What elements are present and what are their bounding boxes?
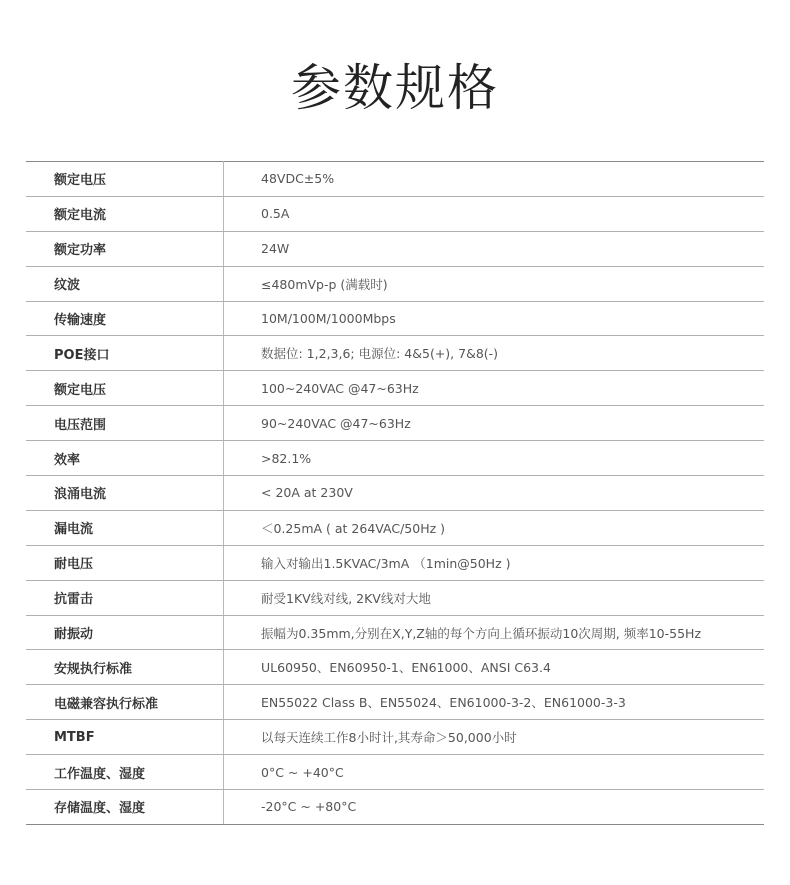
spec-label: 存储温度、湿度 <box>26 790 224 825</box>
table-row <box>26 406 764 441</box>
spec-label: 耐电压 <box>26 545 224 580</box>
table-row <box>26 301 764 336</box>
table-row <box>26 720 764 755</box>
spec-value: 0.5A <box>224 196 765 231</box>
spec-value: < 20A at 230V <box>224 476 765 511</box>
table-row <box>26 231 764 266</box>
table-row <box>26 266 764 301</box>
table-row <box>26 545 764 580</box>
spec-value: 耐受1KV线对线, 2KV线对大地 <box>224 580 765 615</box>
table-row <box>26 790 764 825</box>
spec-value: 24W <box>224 231 765 266</box>
spec-value: 以每天连续工作8小时计,其寿命＞50,000小时 <box>224 720 765 755</box>
spec-label: 工作温度、湿度 <box>26 755 224 790</box>
spec-label: 浪涌电流 <box>26 476 224 511</box>
spec-value: ≤480mVp-p (满载时) <box>224 266 765 301</box>
page-title: 参数规格 <box>291 59 499 117</box>
spec-value: ＜0.25mA ( at 264VAC/50Hz ) <box>224 510 765 545</box>
spec-label: 安规执行标准 <box>26 650 224 685</box>
spec-value: 振幅为0.35mm,分别在X,Y,Z轴的每个方向上循环振动10次周期, 频率10-55Hz <box>224 615 765 650</box>
table-row <box>26 510 764 545</box>
spec-label: 纹波 <box>26 266 224 301</box>
spec-label: 电压范围 <box>26 406 224 441</box>
spec-value: 90~240VAC @47~63Hz <box>224 406 765 441</box>
table-row <box>26 371 764 406</box>
spec-label: MTBF <box>26 720 224 755</box>
spec-label: 抗雷击 <box>26 580 224 615</box>
spec-value: 0°C ~ +40°C <box>224 755 765 790</box>
table-row <box>26 476 764 511</box>
table-row <box>26 650 764 685</box>
spec-value: >82.1% <box>224 441 765 476</box>
spec-value: -20°C ~ +80°C <box>224 790 765 825</box>
spec-label: 传输速度 <box>26 301 224 336</box>
table-row <box>26 580 764 615</box>
spec-value: 100~240VAC @47~63Hz <box>224 371 765 406</box>
spec-value: EN55022 Class B、EN55024、EN61000-3-2、EN61000-3-3 <box>224 685 765 720</box>
table-row <box>26 685 764 720</box>
spec-value: UL60950、EN60950-1、EN61000、ANSI C63.4 <box>224 650 765 685</box>
spec-value: 48VDC±5% <box>224 162 765 197</box>
spec-label: 效率 <box>26 441 224 476</box>
spec-label: 额定电流 <box>26 196 224 231</box>
spec-label: 电磁兼容执行标准 <box>26 685 224 720</box>
spec-label: 额定电压 <box>26 371 224 406</box>
spec-label: 耐振动 <box>26 615 224 650</box>
table-row <box>26 196 764 231</box>
spec-table <box>26 161 764 825</box>
spec-value: 输入对输出1.5KVAC/3mA （1min@50Hz ) <box>224 545 765 580</box>
table-row <box>26 162 764 197</box>
spec-label: POE接口 <box>26 336 224 371</box>
spec-label: 漏电流 <box>26 510 224 545</box>
table-row <box>26 441 764 476</box>
spec-value: 数据位: 1,2,3,6; 电源位: 4&5(+), 7&8(-) <box>224 336 765 371</box>
spec-label: 额定功率 <box>26 231 224 266</box>
table-row <box>26 336 764 371</box>
spec-value: 10M/100M/1000Mbps <box>224 301 765 336</box>
table-row <box>26 615 764 650</box>
table-row <box>26 755 764 790</box>
spec-label: 额定电压 <box>26 162 224 197</box>
